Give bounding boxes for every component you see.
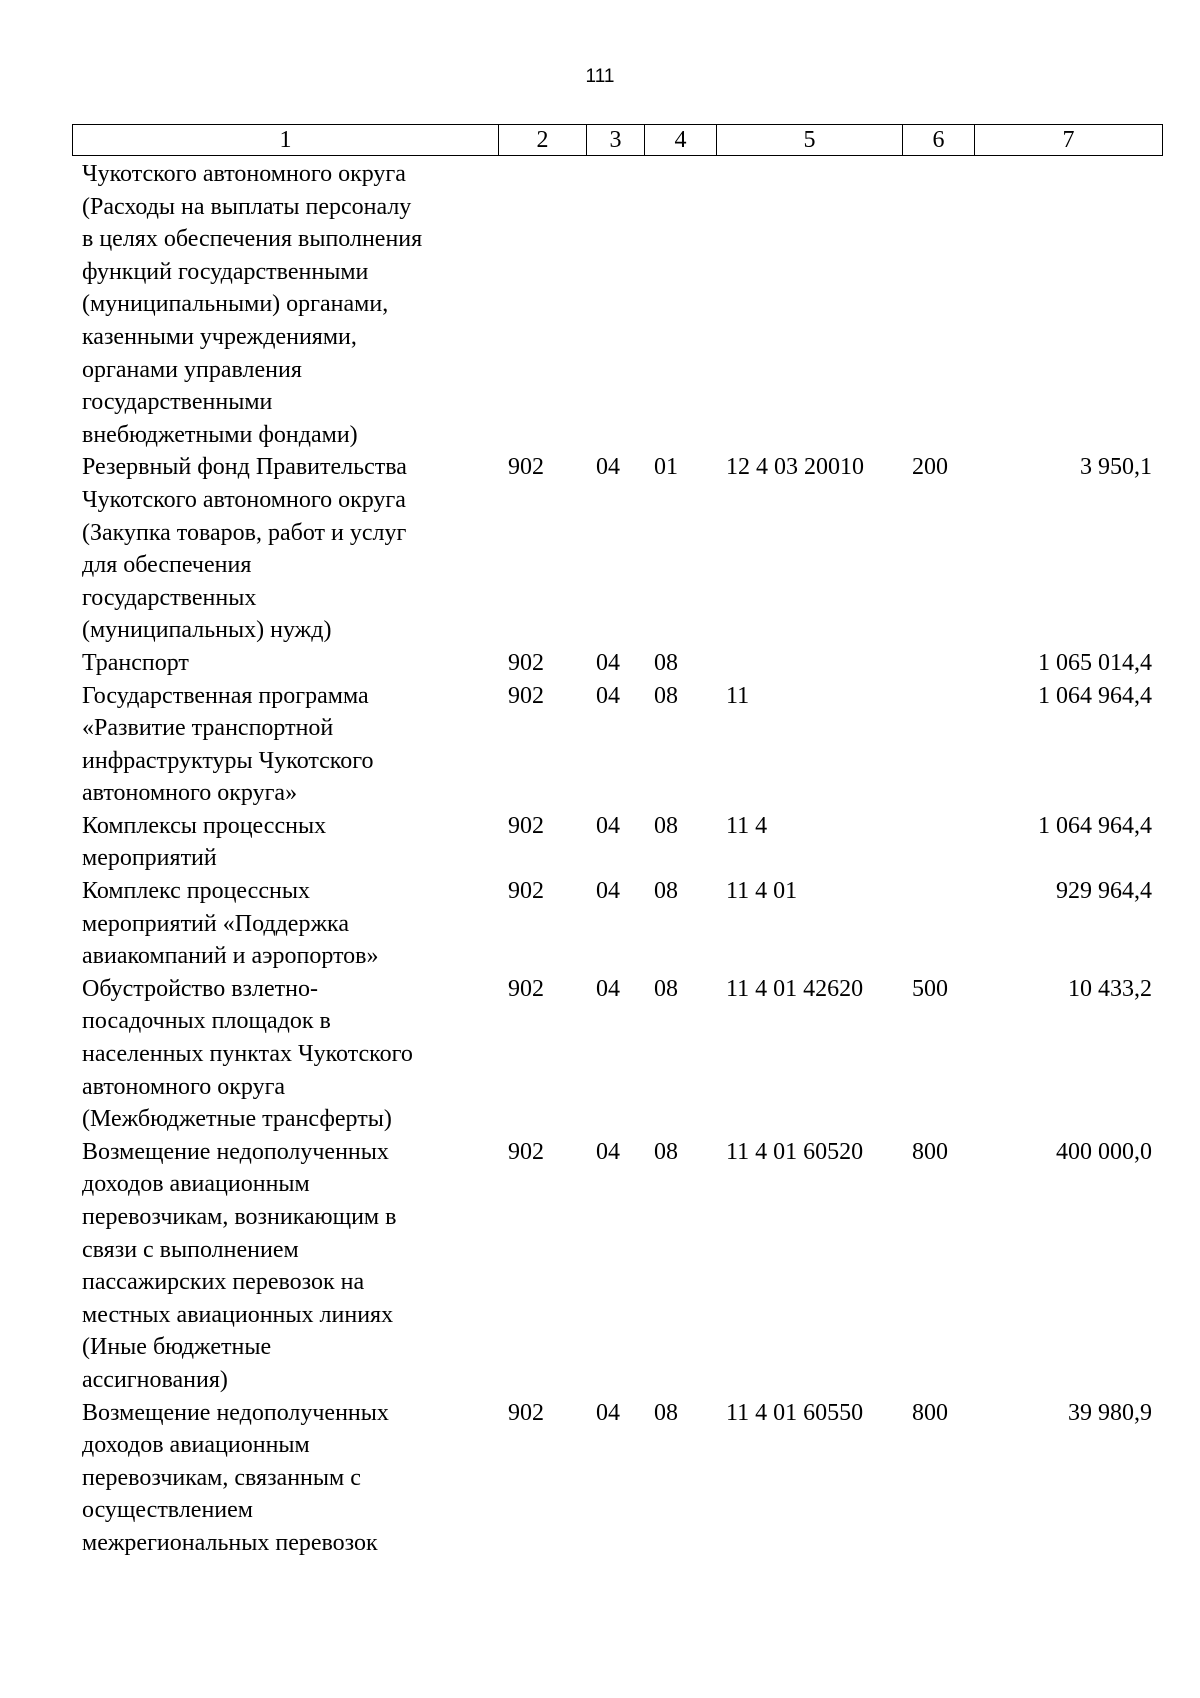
row-ved: 902 xyxy=(508,975,544,1002)
row-ved: 902 xyxy=(508,812,544,839)
row-expense-type: 800 xyxy=(912,1138,948,1165)
table-row xyxy=(72,158,1162,451)
row-name-line: для обеспечения xyxy=(82,552,252,579)
row-name-line: Комплексы процессных xyxy=(82,812,327,839)
row-name-line: казенными учреждениями, xyxy=(82,323,357,350)
row-name-line: Комплекс процессных xyxy=(82,878,310,905)
row-section: 04 xyxy=(596,878,620,905)
row-name xyxy=(72,1397,498,1560)
row-name-line: Чукотского автономного округа xyxy=(82,161,406,187)
row-name-line: мероприятий xyxy=(82,845,217,872)
row-name-line: доходов авиационным xyxy=(82,1171,310,1198)
row-amount: 929 964,4 xyxy=(1056,878,1152,905)
page-number: 111 xyxy=(585,66,615,87)
row-name-line: связи с выполнением xyxy=(82,1236,299,1263)
row-section: 04 xyxy=(596,1399,620,1426)
row-name-line: Возмещение недополученных xyxy=(82,1399,389,1426)
row-amount: 1 065 014,4 xyxy=(1038,649,1152,676)
row-section: 04 xyxy=(596,975,620,1002)
row-ved: 902 xyxy=(508,1138,544,1165)
row-target-article: 11 4 01 60520 xyxy=(726,1138,864,1165)
row-target-article: 11 4 01 xyxy=(726,878,798,905)
row-name xyxy=(72,875,498,973)
row-target-article: 11 4 xyxy=(726,812,768,839)
row-name-line: автономного округа» xyxy=(82,780,298,807)
row-subsection: 08 xyxy=(654,878,678,905)
row-name-line: (Межбюджетные трансферты) xyxy=(82,1106,392,1133)
row-name-line: перевозчикам, связанным с xyxy=(82,1464,361,1491)
row-target-article xyxy=(716,158,902,451)
table-header xyxy=(72,124,1163,156)
row-subsection: 08 xyxy=(654,812,678,839)
table-row xyxy=(72,810,1162,875)
row-expense-type: 800 xyxy=(912,1399,948,1426)
row-target-article: 11 xyxy=(726,682,750,709)
budget-table-body xyxy=(72,158,1162,1560)
row-name xyxy=(72,810,498,875)
row-subsection xyxy=(644,158,716,451)
row-ved: 902 xyxy=(508,649,544,676)
row-name-line: местных авиационных линиях xyxy=(82,1301,394,1328)
row-ved xyxy=(498,158,586,451)
table-row xyxy=(72,973,1162,1136)
row-target-article: 11 4 01 60550 xyxy=(726,1399,864,1426)
row-subsection: 08 xyxy=(654,649,678,676)
row-name-line: (Расходы на выплаты персоналу xyxy=(82,193,412,220)
row-name-line: посадочных площадок в xyxy=(82,1008,331,1035)
row-name-line: Транспорт xyxy=(82,649,189,676)
row-expense-type xyxy=(902,158,974,451)
row-name-line: перевозчикам, возникающим в xyxy=(82,1204,397,1230)
row-ved: 902 xyxy=(508,878,544,905)
header-col-5: 5 xyxy=(717,125,903,156)
row-name xyxy=(72,680,498,810)
row-name-line: Возмещение недополученных xyxy=(82,1138,389,1165)
row-name-line: функций государственными xyxy=(82,258,369,285)
row-amount: 1 064 964,4 xyxy=(1038,812,1152,839)
row-name-line: межрегиональных перевозок xyxy=(82,1529,378,1556)
row-name-line: инфраструктуры Чукотского xyxy=(82,747,374,774)
row-expense-type xyxy=(902,810,974,875)
row-name-line: пассажирских перевозок на xyxy=(82,1269,365,1296)
row-name-line: «Развитие транспортной xyxy=(82,715,334,742)
row-amount: 1 064 964,4 xyxy=(1038,682,1152,709)
header-col-4: 4 xyxy=(645,125,717,156)
row-name-line: государственными xyxy=(82,389,273,416)
row-subsection: 01 xyxy=(654,454,678,481)
row-name-line: населенных пунктах Чукотского xyxy=(82,1041,413,1068)
row-name-line: (Иные бюджетные xyxy=(82,1334,272,1361)
row-name-line: осуществлением xyxy=(82,1497,253,1524)
row-section xyxy=(586,158,644,451)
row-ved: 902 xyxy=(508,682,544,709)
table-row xyxy=(72,1397,1162,1560)
header-col-1: 1 xyxy=(73,125,499,156)
row-name-line: мероприятий «Поддержка xyxy=(82,910,349,937)
header-col-6: 6 xyxy=(903,125,975,156)
table-row xyxy=(72,647,1162,680)
row-section: 04 xyxy=(596,812,620,839)
row-subsection: 08 xyxy=(654,1138,678,1165)
row-expense-type xyxy=(902,680,974,810)
row-expense-type: 200 xyxy=(912,454,948,481)
row-ved: 902 xyxy=(508,1399,544,1426)
row-name-line: (Закупка товаров, работ и услуг xyxy=(82,519,407,546)
row-amount xyxy=(974,158,1162,451)
row-section: 04 xyxy=(596,454,620,481)
row-name-line: Государственная программа xyxy=(82,682,369,709)
row-subsection: 08 xyxy=(654,682,678,709)
row-name xyxy=(72,647,498,680)
row-target-article xyxy=(716,647,902,680)
row-name-line: ассигнования) xyxy=(82,1366,228,1393)
header-col-3: 3 xyxy=(587,125,645,156)
table-row xyxy=(72,1136,1162,1397)
row-expense-type xyxy=(902,647,974,680)
row-amount: 39 980,9 xyxy=(1068,1399,1152,1426)
row-name-line: внебюджетными фондами) xyxy=(82,421,358,448)
row-amount: 3 950,1 xyxy=(1080,454,1152,481)
row-subsection: 08 xyxy=(654,1399,678,1426)
header-col-2: 2 xyxy=(499,125,587,156)
row-expense-type xyxy=(902,875,974,973)
row-amount: 10 433,2 xyxy=(1068,975,1152,1002)
row-name xyxy=(72,973,498,1136)
row-section: 04 xyxy=(596,682,620,709)
row-name-line: Резервный фонд Правительства xyxy=(82,454,407,481)
row-name xyxy=(72,158,498,451)
table-row xyxy=(72,451,1162,647)
row-section: 04 xyxy=(596,1138,620,1165)
row-target-article: 11 4 01 42620 xyxy=(726,975,864,1002)
table-row xyxy=(72,875,1162,973)
row-name-line: автономного округа xyxy=(82,1073,286,1100)
row-name-line: Обустройство взлетно- xyxy=(82,975,318,1002)
row-name-line: (муниципальными) органами, xyxy=(82,291,389,318)
row-name-line: государственных xyxy=(82,584,257,611)
row-amount: 400 000,0 xyxy=(1056,1138,1152,1165)
row-name-line: (муниципальных) нужд) xyxy=(82,617,332,644)
row-ved: 902 xyxy=(508,454,544,481)
row-subsection: 08 xyxy=(654,975,678,1002)
row-name-line: доходов авиационным xyxy=(82,1432,310,1459)
row-name-line: авиакомпаний и аэропортов» xyxy=(82,943,379,970)
table-row xyxy=(72,680,1162,810)
row-expense-type: 500 xyxy=(912,975,948,1002)
row-name-line: в целях обеспечения выполнения xyxy=(82,226,423,253)
row-name-line: органами управления xyxy=(82,356,302,383)
row-name xyxy=(72,1136,498,1397)
row-target-article: 12 4 03 20010 xyxy=(726,454,864,481)
row-name xyxy=(72,451,498,647)
row-name-line: Чукотского автономного округа xyxy=(82,486,406,513)
header-col-7: 7 xyxy=(975,125,1163,156)
row-section: 04 xyxy=(596,649,620,676)
